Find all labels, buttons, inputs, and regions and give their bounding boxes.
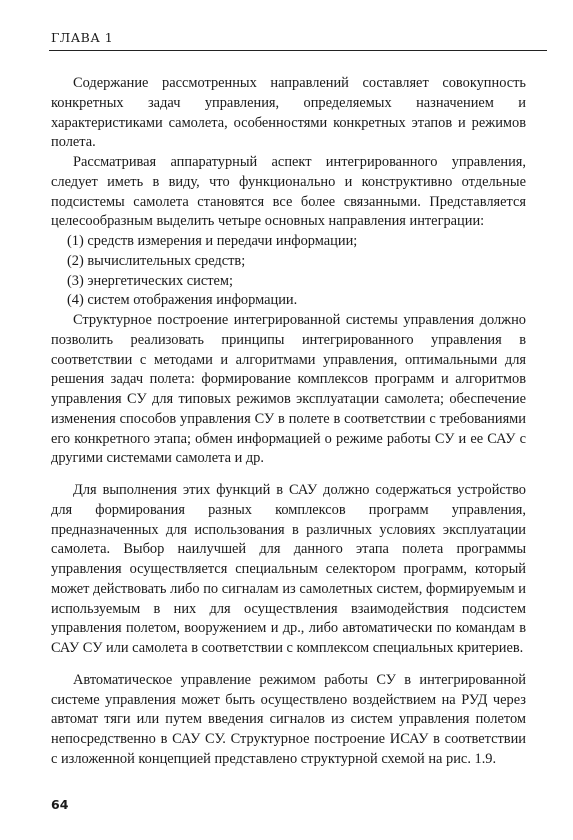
paragraph: Содержание рассмотренных направлений составляет совокупность конкретных задач управления, определяемых назначением и характеристиками самолета, особенностями конкретных этапов и режимов полета. [51, 75, 526, 151]
paragraph: Структурное построение интегрированной системы управления должно позволить реализовать принципы интегрированного управления в соответствии с методами и алгоритмами управления, оптимальными для решения задач полета: формирование комплексов программ и алгоритмов управления СУ для типовых режимов эксплуатации самолета; обеспечение изменения способов управления СУ в полете в соответствии с требованиями его конкретного этапа; обмен информацией о режиме работы СУ и ее САУ с другими системами самолета и др. [51, 312, 526, 467]
header-rule [49, 50, 547, 51]
running-head: ГЛАВА 1 [51, 30, 114, 45]
body-text [51, 74, 526, 770]
paragraph-gap [51, 469, 526, 481]
paragraph: Для выполнения этих функций в САУ должно содержаться устройство для формирования разных комплексов программ управления, предназначенных для использования в различных условиях эксплуатации самолета. Выбор наилучшей для данного этапа полета программы управления осуществляется специальным селектором программ, который может действовать либо по сигналам из самолетных систем, формируемым и используемым в них для осуществления взаимодействия подсистем управления полетом, вооружением и др., либо автоматически по командам в САУ СУ или самолета в соответствии с комплексом специальных критериев. [51, 482, 526, 656]
page-number: 64 [51, 797, 69, 812]
list-item: (2) вычислительных средств; [67, 252, 246, 269]
list-item: (1) средств измерения и передачи информации; [67, 233, 358, 249]
list-item: (3) энергетических систем; [67, 272, 234, 289]
paragraph: Автоматическое управление режимом работы СУ в интегрированной системе управления может быть осуществлено воздействием на РУД через автомат тяги или путем введения сигналов из систем управления полетом непосредственно в САУ СУ. Структурное построение ИСАУ в соответствии с изложенной концепцией представлено структурной схемой на рис. 1.9. [51, 671, 526, 767]
paragraph-gap [51, 659, 526, 671]
list-item: (4) систем отображения информации. [67, 292, 298, 309]
paragraph: Рассматривая аппаратурный аспект интегрированного управления, следует иметь в виду, что функционально и конструктивно отдельные подсистемы самолета становятся все более связанными. Представляется целесообразным выделить четыре основных направления интеграции: [51, 154, 526, 230]
